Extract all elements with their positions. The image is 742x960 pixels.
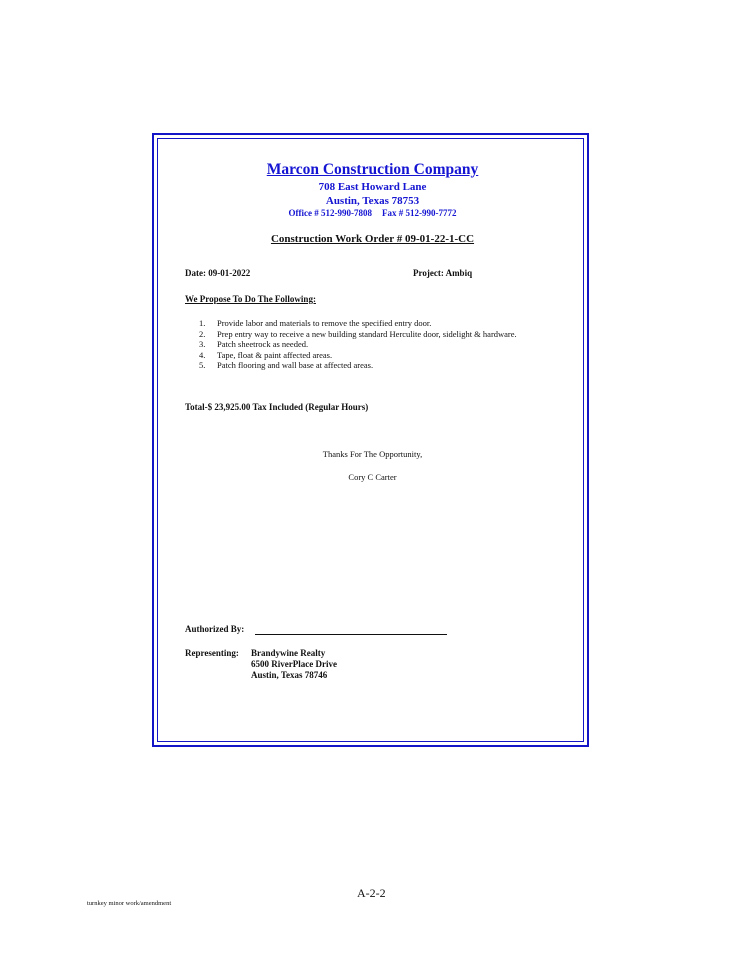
list-item: 2. Prep entry way to receive a new building standard Herculite door, sidelight & hardware. xyxy=(199,328,517,339)
fax-number: Fax # 512-990-7772 xyxy=(381,208,457,218)
signature-line xyxy=(255,634,447,635)
work-order-project: Project: Ambiq xyxy=(413,268,473,278)
list-item: 5. Patch flooring and wall base at affected areas. xyxy=(199,360,374,370)
page-footer: turnkey minor work/amendment xyxy=(87,900,172,907)
work-order-date: Date: 09-01-2022 xyxy=(185,268,251,278)
representing-address-line1: 6500 RiverPlace Drive xyxy=(251,659,337,669)
page-number: A-2-2 xyxy=(357,886,386,900)
list-item: 3. Patch sheetrock as needed. xyxy=(199,339,309,349)
list-item: 4. Tape, float & paint affected areas. xyxy=(199,349,333,360)
proposal-items-list xyxy=(199,318,559,371)
total-amount: Total-$ 23,925.00 Tax Included (Regular Hours) xyxy=(185,402,369,412)
company-name: Marcon Construction Company xyxy=(266,161,479,178)
company-address-line1: 708 East Howard Lane xyxy=(318,181,427,193)
company-address-line2: Austin, Texas 78753 xyxy=(325,195,420,207)
work-order-frame xyxy=(152,133,589,747)
company-phone-fax xyxy=(154,208,591,218)
list-item: 1. Provide labor and materials to remove the specified entry door. xyxy=(199,318,432,328)
signer-name: Cory C Carter xyxy=(348,472,397,482)
work-order-title: Construction Work Order # 09-01-22-1-CC xyxy=(270,233,475,245)
closing-thanks: Thanks For The Opportunity, xyxy=(322,449,423,459)
office-phone: Office # 512-990-7808 xyxy=(288,208,372,218)
representing-label: Representing: xyxy=(185,648,239,658)
proposal-heading: We Propose To Do The Following: xyxy=(185,294,316,304)
authorized-by-label: Authorized By: xyxy=(185,624,245,634)
representing-address-line2: Austin, Texas 78746 xyxy=(251,670,328,680)
representing-name: Brandywine Realty xyxy=(251,648,326,658)
